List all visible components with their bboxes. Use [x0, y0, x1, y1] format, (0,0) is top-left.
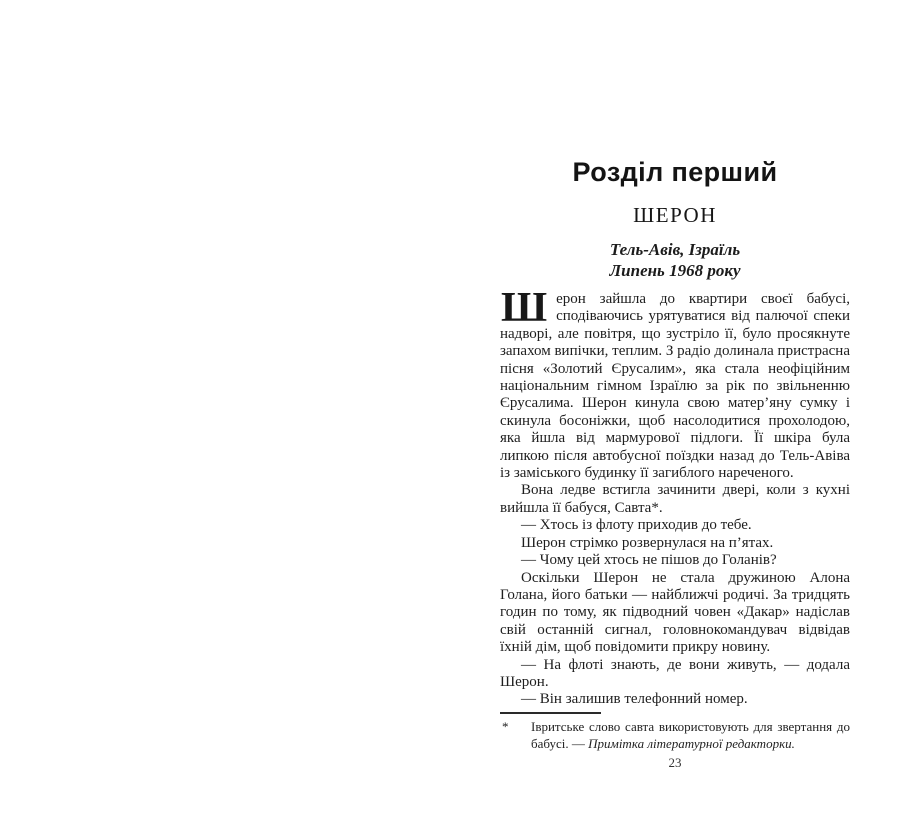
dateline-location: Тель-Авів, Ізраїль [609, 240, 741, 259]
chapter-heading: ШЕРОН [633, 203, 717, 227]
paragraph: Шерон стрімко розвернулася на п’ятах. [521, 534, 774, 551]
paragraph: — Хтось із флоту приходив до тебе. [521, 517, 752, 534]
paragraph: — Чому цей хтось не пішов до Голанів? [521, 552, 777, 569]
chapter-title: Розділ перший [572, 157, 778, 187]
page-number: 23 [668, 754, 682, 770]
dateline-date: Липень 1968 року [609, 261, 741, 280]
footnote [500, 718, 850, 752]
paragraph: — На флоті знають, де вони живуть, — додала Шерон. [500, 656, 850, 690]
text-column [500, 157, 850, 771]
footnote-text [531, 719, 850, 751]
footnote-rule [500, 712, 601, 714]
dropcap: Ш [501, 285, 548, 331]
paragraph: Оскільки Шерон не стала дружиною Алона Голана, його батьки — найближчі родичі. За тридцять годин по тому, як підводний човен «Дакар» надіслав свій останній сигнал, головнокомандувач відвідав їхній дім, щоб повідомити прикру новину. [500, 569, 850, 656]
paragraph: — Він залишив телефонний номер. [521, 691, 748, 708]
footnote-marker: * [502, 718, 509, 734]
dateline [500, 239, 850, 281]
paragraph: Вона ледве встигла зачинити двері, коли з кухні вийшла її бабуся, Савта*. [500, 482, 850, 516]
footnote-text-regular: Івритське слово савта використовують для звертання до бабусі. — [531, 718, 850, 751]
paragraph: Шерон зайшла до квартири своєї бабусі, сподіваючись урятуватися від палючої спеки надворі, але повітря, що зустріло її, було просякнуте запахом випічки, теплим. З радіо долинала пристрасна пісня «Золотий Єрусалим», яка стала неофіційним національним гімном Ізраїлю за рік по звільненню Єрусалима. Шерон кинула свою матер’яну сумку і скинула босоніжки, щоб насолодитися прохолодою, яка йшла від мармурової підлоги. Її шкіра була липкою після автобусної поїздки назад до Тель-Авіва із заміського будинку її загиблого нареченого. [500, 285, 850, 482]
body-text [500, 285, 850, 709]
footnote-text-italic: Примітка літературної редакторки. [588, 735, 795, 751]
